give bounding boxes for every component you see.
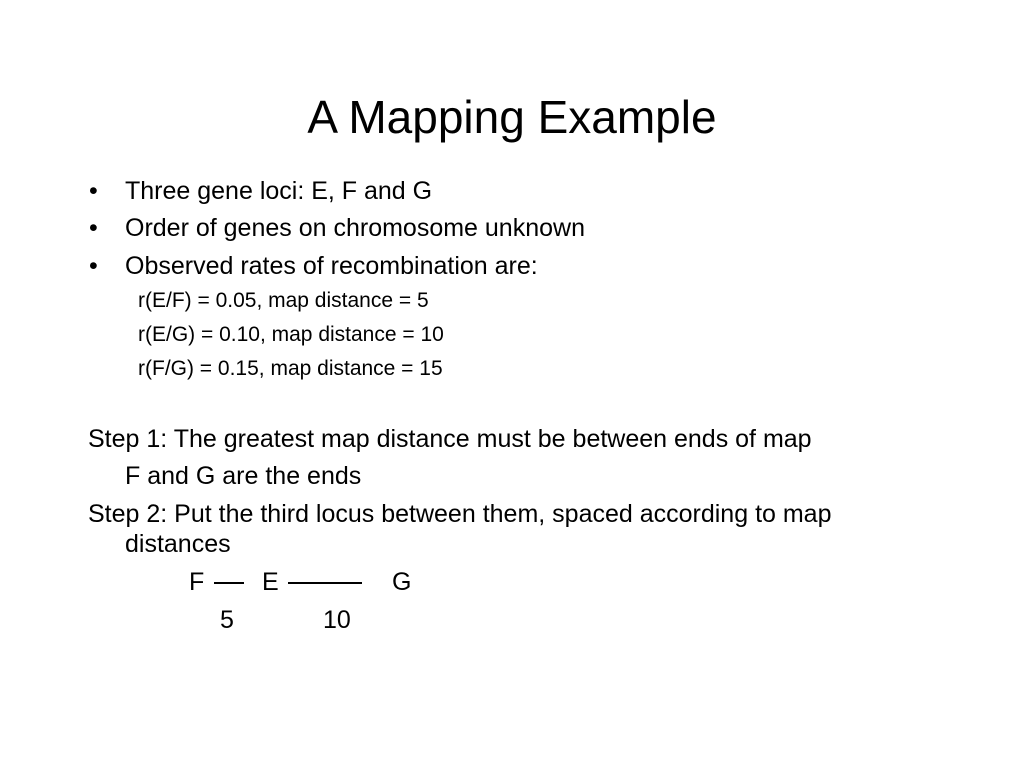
step-2-text-continued: distances — [125, 530, 231, 558]
slide-title: A Mapping Example — [307, 91, 717, 143]
locus-e: E — [262, 568, 279, 596]
recombination-item: r(E/G) = 0.10, map distance = 10 — [138, 323, 444, 346]
recombination-item: r(E/F) = 0.05, map distance = 5 — [138, 289, 429, 312]
bullet-item: Observed rates of recombination are: — [125, 252, 538, 280]
locus-g: G — [392, 568, 412, 596]
bullet-item: Order of genes on chromosome unknown — [125, 214, 585, 242]
map-segment-e-g — [288, 582, 362, 584]
distance-e-g: 10 — [323, 606, 351, 634]
bullet-marker: • — [89, 214, 98, 242]
step-1-detail: F and G are the ends — [125, 462, 362, 490]
bullet-marker: • — [89, 252, 98, 280]
step-1-text: Step 1: The greatest map distance must be between ends of map — [88, 425, 812, 453]
bullet-item: Three gene loci: E, F and G — [125, 177, 433, 205]
recombination-item: r(F/G) = 0.15, map distance = 15 — [138, 357, 443, 380]
bullet-marker: • — [89, 177, 98, 205]
locus-f: F — [189, 568, 205, 596]
step-2-text: Step 2: Put the third locus between them, spaced according to map — [88, 500, 832, 528]
distance-f-e: 5 — [220, 606, 234, 634]
map-segment-f-e — [214, 582, 244, 584]
